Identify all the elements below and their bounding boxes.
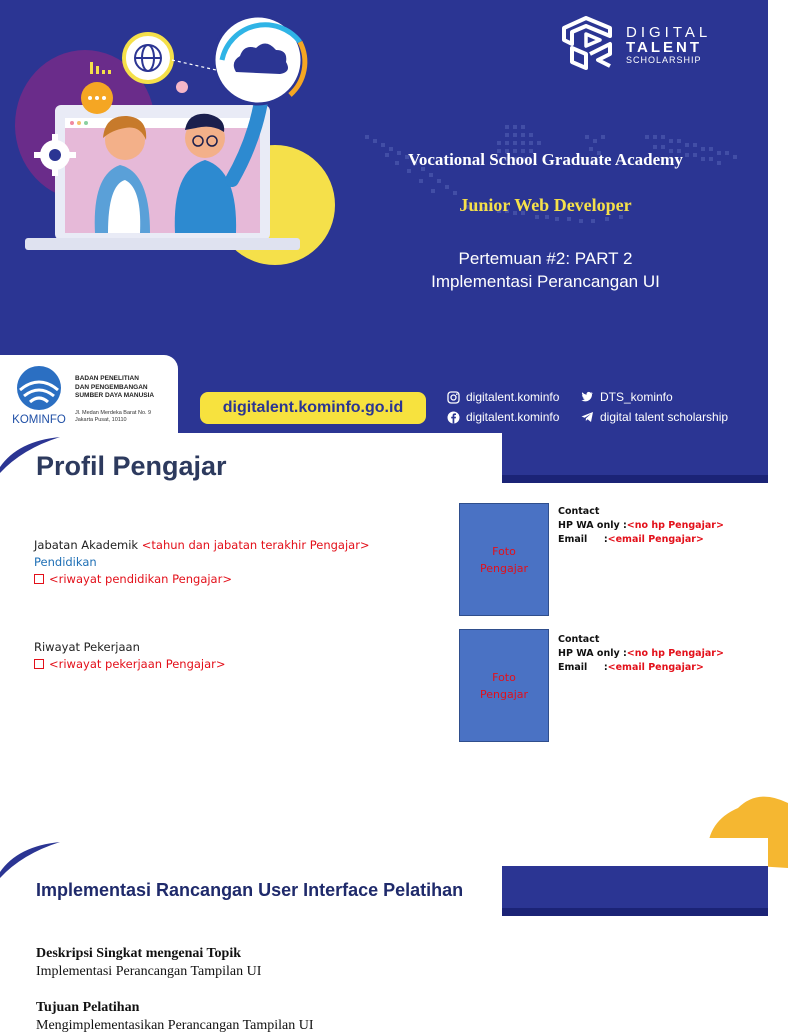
description-block (36, 945, 261, 981)
meeting-title (348, 247, 743, 293)
academy-title: Vocational School Graduate Academy (408, 150, 683, 169)
twitter-link[interactable] (580, 390, 673, 404)
jabatan-label: Jabatan Akademik (34, 538, 139, 552)
agency-name (75, 375, 154, 401)
facebook-handle: digitalent.kominfo (466, 410, 560, 424)
brand-line-3: SCHOLARSHIP (626, 55, 702, 65)
email-value: <email Pengajar> (607, 662, 704, 673)
photo-placeholder (459, 629, 549, 742)
hp-value: <no hp Pengajar> (626, 520, 724, 531)
facebook-icon (446, 410, 460, 424)
goal-text: Mengimplementasikan Perancangan Tampilan UI (36, 1018, 314, 1033)
email-label: Email : (558, 662, 608, 673)
pendidikan-label: Pendidikan (34, 555, 97, 569)
photo-label-line-1: Foto (492, 670, 516, 684)
kominfo-logo-icon (8, 362, 70, 426)
cover-slide (0, 0, 768, 433)
meeting-line-1: Pertemuan #2: PART 2 (458, 249, 633, 268)
cover-thumbnail (502, 433, 768, 483)
email-value: <email Pengajar> (607, 534, 704, 545)
hp-label: HP WA only : (558, 520, 627, 531)
twitter-handle: DTS_kominfo (600, 390, 673, 404)
instagram-handle: digitalent.kominfo (466, 390, 560, 404)
facebook-link[interactable] (446, 410, 559, 424)
agency-line-2: DAN PENGEMBANGAN (75, 383, 148, 391)
education-block (34, 537, 370, 588)
topic-title: Implementasi Rancangan User Interface Pelatihan (36, 880, 464, 900)
agency-address (75, 410, 151, 424)
photo-label-line-2: Pengajar (479, 561, 529, 575)
cover-thumbnail (502, 866, 768, 916)
instagram-link[interactable] (446, 390, 559, 404)
hero-illustration (0, 0, 345, 280)
jabatan-value: <tahun dan jabatan terakhir Pengajar> (141, 538, 370, 552)
website-url-link[interactable]: digitalent.kominfo.go.id (200, 392, 426, 424)
course-subtitle: Junior Web Developer (459, 195, 632, 215)
checkbox-icon (34, 659, 44, 669)
meeting-line-2: Implementasi Perancangan UI (431, 272, 660, 291)
contact-title: Contact (558, 634, 600, 645)
description-text: Implementasi Perancangan Tampilan UI (36, 964, 262, 979)
pendidikan-item: <riwayat pendidikan Pengajar> (49, 572, 232, 586)
brand-line-1: DIGITAL (626, 24, 712, 41)
corner-accent (0, 838, 60, 878)
description-heading: Deskripsi Singkat mengenai Topik (36, 946, 242, 961)
pekerjaan-label: Riwayat Pekerjaan (34, 640, 140, 654)
goal-block (36, 999, 314, 1035)
brand-line-2: TALENT (626, 39, 703, 56)
digital-talent-logo (556, 14, 756, 74)
telegram-link[interactable] (580, 410, 728, 424)
telegram-icon (580, 410, 594, 424)
contact-block (558, 633, 724, 675)
instagram-icon (446, 390, 460, 404)
twitter-icon (580, 390, 594, 404)
address-line-1: Jl. Medan Merdeka Barat No. 9 (75, 410, 152, 416)
agency-line-3: SUMBER DAYA MANUSIA (75, 392, 155, 399)
kominfo-logo-text: KOMINFO (12, 414, 66, 426)
goal-heading: Tujuan Pelatihan (36, 1000, 140, 1015)
work-block (34, 639, 226, 673)
hp-label: HP WA only : (558, 648, 627, 659)
contact-block (558, 505, 724, 547)
photo-label-line-1: Foto (492, 544, 516, 558)
topic-slide (0, 838, 768, 1033)
page-title: Profil Pengajar (36, 451, 227, 481)
contact-title: Contact (558, 506, 600, 517)
hp-value: <no hp Pengajar> (626, 648, 724, 659)
photo-placeholder (459, 503, 549, 616)
profile-slide (0, 433, 768, 838)
dts-logo-mark-icon (556, 14, 618, 72)
kominfo-agency-card (0, 355, 178, 433)
email-label: Email : (558, 534, 608, 545)
address-line-2: Jakarta Pusat, 10110 (75, 417, 127, 423)
checkbox-icon (34, 574, 44, 584)
agency-line-1: BADAN PENELITIAN (75, 375, 139, 382)
photo-label-line-2: Pengajar (479, 687, 529, 701)
pekerjaan-item: <riwayat pekerjaan Pengajar> (49, 657, 226, 671)
telegram-handle: digital talent scholarship (600, 410, 729, 424)
